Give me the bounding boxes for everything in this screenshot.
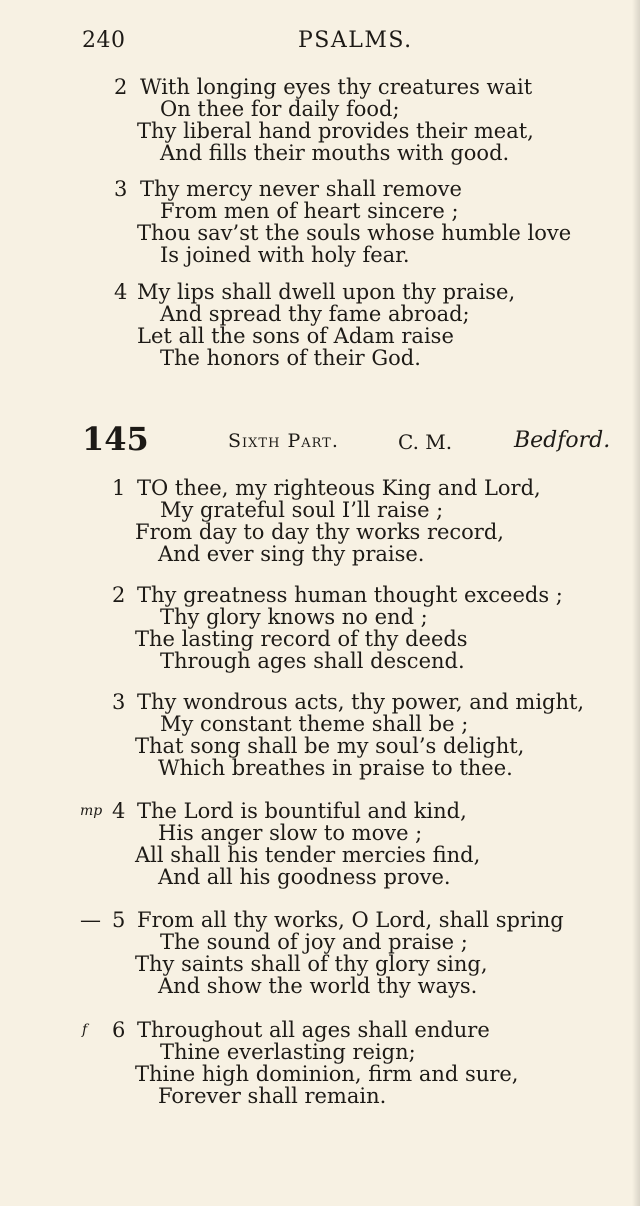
verse-line: Thine everlasting reign; [160,1040,416,1064]
verse-line: Thou sav’st the souls whose humble love [137,221,572,245]
verse-line: The Lord is bountiful and kind, [137,799,467,823]
verse-line: Thine high dominion, firm and sure, [135,1062,519,1086]
psalm-heading [0,420,640,460]
verse-line: From day to day thy works record, [135,520,504,544]
verse-line: Thy wondrous acts, thy power, and might, [137,690,585,714]
verse-line: Thy liberal hand provides their meat, [137,119,534,143]
verse-line: That song shall be my soul’s delight, [135,734,525,758]
verse-line: My lips shall dwell upon thy praise, [137,280,516,304]
page-edge-shadow [632,0,640,1206]
stanza-number: 5 [112,908,126,932]
verse-line: Let all the sons of Adam raise [137,324,454,348]
verse-line: The lasting record of thy deeds [135,627,468,651]
verse-line: Through ages shall descend. [160,649,465,673]
stanza-number: 4 [114,280,128,304]
stanza-number: 2 [114,75,128,99]
verse-line: Thy saints shall of thy glory sing, [135,952,488,976]
verse-line: All shall his tender mercies find, [135,843,481,867]
page-number: 240 [82,28,126,53]
verse-line: Is joined with holy fear. [160,243,410,267]
part-label: Sixth Part. [228,430,339,452]
verse-line: And all his goodness prove. [158,865,451,889]
tune-name: Bedford. [514,428,611,453]
running-title: PSALMS. [298,28,413,53]
verse-line: Which breathes in praise to thee. [158,756,513,780]
stanza-number: 3 [114,177,128,201]
verse-line: And spread thy fame abroad; [160,302,470,326]
dynamic-marking: mp [80,803,103,819]
dynamic-marking: — [80,908,101,932]
verse-line: My constant theme shall be ; [160,712,469,736]
dynamic-marking: f [82,1022,88,1038]
verse-line: The honors of their God. [160,346,421,370]
verse-line: And ever sing thy praise. [158,542,425,566]
stanza-number: 3 [112,690,126,714]
verse-line: With longing eyes thy creatures wait [140,75,533,99]
verse-line: Thy mercy never shall remove [140,177,462,201]
verse-line: The sound of joy and praise ; [160,930,468,954]
verse-line: His anger slow to move ; [158,821,423,845]
verse-line: My grateful soul I’ll raise ; [160,498,444,522]
psalm-number: 145 [82,420,149,458]
stanza-number: 4 [112,799,126,823]
verse-line: TO thee, my righteous King and Lord, [137,476,541,500]
verse-line: And fills their mouths with good. [160,141,510,165]
verse-line: Thy greatness human thought exceeds ; [137,583,563,607]
verse-line: From men of heart sincere ; [160,199,459,223]
meter-label: C. M. [398,430,453,454]
verse-line: Forever shall remain. [158,1084,387,1108]
stanza-number: 6 [112,1018,126,1042]
stanza-number: 1 [112,476,126,500]
verse-line: Thy glory knows no end ; [160,605,428,629]
stanza-number: 2 [112,583,126,607]
verse-line: On thee for daily food; [160,97,400,121]
verse-line: Throughout all ages shall endure [137,1018,490,1042]
verse-line: And show the world thy ways. [158,974,478,998]
page-header [0,28,640,58]
verse-line: From all thy works, O Lord, shall spring [137,908,564,932]
